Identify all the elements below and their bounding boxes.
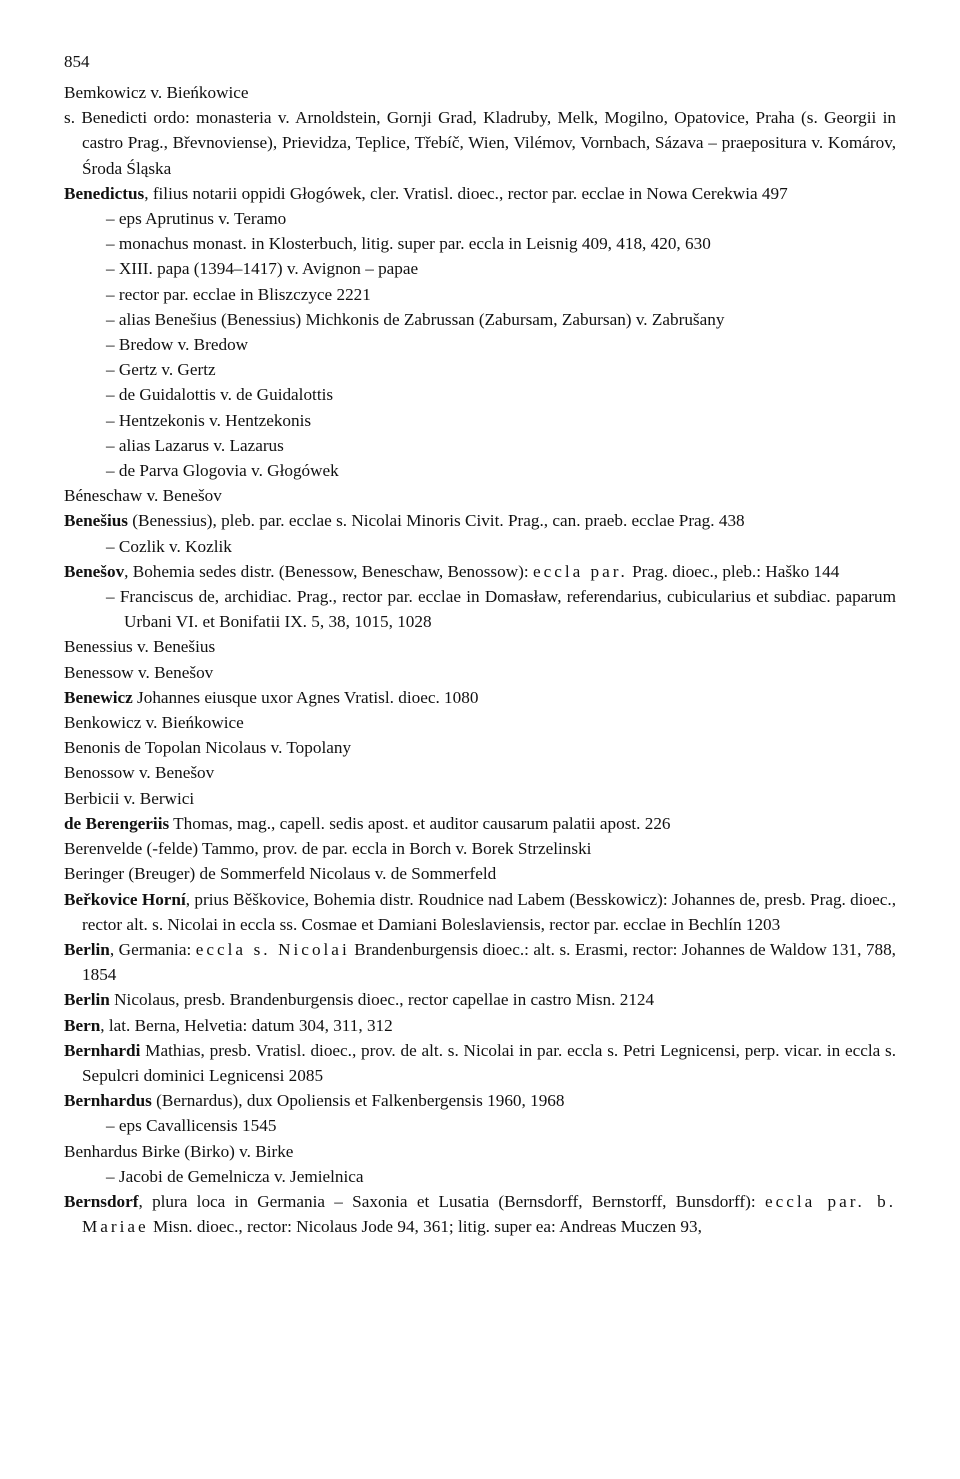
index-entry: [64, 760, 896, 785]
entry-text: Johannes eiusque uxor Agnes Vratisl. dioec. 1080: [132, 687, 479, 707]
page-number: 854: [64, 52, 90, 71]
entry-text: – monachus monast. in Klosterbuch, litig. super par. eccla in Leisnig 409, 418, 420, 630: [106, 234, 711, 254]
entry-text: – de Parva Glogovia v. Głogówek: [106, 461, 339, 481]
entry-text: – eps Aprutinus v. Teramo: [106, 209, 287, 229]
entry-text: – Gertz v. Gertz: [106, 360, 216, 380]
index-entry: [64, 1038, 896, 1088]
entry-spaced-text: eccla par.: [532, 561, 628, 581]
sub-entry: [64, 332, 896, 357]
entry-text: Prag. dioec., pleb.: Haško 144: [627, 561, 840, 581]
entry-lemma: Benešius: [64, 511, 128, 531]
entry-text: Benkowicz v. Bieńkowice: [64, 713, 244, 733]
index-entry: [64, 786, 896, 811]
index-entries: [64, 80, 896, 1239]
index-entry: [64, 735, 896, 760]
index-entry: [64, 559, 896, 584]
entry-text: Benessius v. Benešius: [64, 637, 216, 657]
entry-text: Misn. dioec., rector: Nicolaus Jode 94, 361; litig. super ea: Andreas Muczen 93,: [148, 1217, 702, 1237]
index-entry: [64, 1088, 896, 1113]
entry-text: , filius notarii oppidi Głogówek, cler. Vratisl. dioec., rector par. ecclae in Nowa Cerekwia 497: [144, 183, 788, 203]
entry-text: Bemkowicz v. Bieńkowice: [64, 83, 249, 102]
entry-text: Berenvelde (-felde) Tammo, prov. de par. eccla in Borch v. Borek Strzelinski: [64, 839, 592, 859]
entry-lemma: de Berengeriis: [64, 813, 170, 833]
entry-text: – alias Lazarus v. Lazarus: [106, 435, 284, 455]
entry-text: – Hentzekonis v. Hentzekonis: [106, 410, 312, 430]
entry-lemma: Benešov: [64, 561, 125, 581]
index-entry: [64, 937, 896, 987]
entry-text: , prius Běškovice, Bohemia distr. Roudnice nad Labem (Besskowicz): Johannes de, presb. Prag. dioec., rector alt. s. Nicolai in eccla ss. Cosmae et Damiani Boleslaviensis, rector par. ecclae in Bechlín 1203: [82, 889, 896, 934]
entry-text: Benessow v. Benešov: [64, 662, 214, 682]
index-entry: [64, 508, 896, 533]
entry-text: Thomas, mag., capell. sedis apost. et auditor causarum palatii apost. 226: [169, 813, 671, 833]
entry-text: – Bredow v. Bredow: [106, 335, 249, 355]
entry-spaced-text: eccla par. b. Mariae: [82, 1191, 896, 1237]
entry-text: – Jacobi de Gemelnicza v. Jemielnica: [106, 1166, 364, 1186]
entry-text: – Cozlik v. Kozlik: [106, 536, 232, 556]
entry-lemma: Bernhardus: [64, 1091, 152, 1111]
entry-text: Benhardus Birke (Birko) v. Birke: [64, 1141, 294, 1161]
entry-lemma: Bernsdorf: [64, 1191, 139, 1211]
entry-text: Béneschaw v. Benešov: [64, 486, 222, 506]
index-entry: [64, 483, 896, 508]
index-entry: [64, 811, 896, 836]
entry-lemma: Bern: [64, 1015, 101, 1035]
sub-entry: [64, 231, 896, 256]
entry-text: Nicolaus, presb. Brandenburgensis dioec., rector capellae in castro Misn. 2124: [109, 990, 655, 1010]
sub-entry: [64, 357, 896, 382]
index-entry: [64, 181, 896, 206]
entry-text: , plura loca in Germania – Saxonia et Lusatia (Bernsdorff, Bernstorff, Bunsdorff):: [138, 1191, 765, 1211]
sub-entry: [64, 307, 896, 332]
entry-text: – alias Benešius (Benessius) Michkonis de Zabrussan (Zabursam, Zabursan) v. Zabrušany: [106, 309, 725, 329]
index-entry: [64, 80, 896, 105]
index-entry: [64, 1139, 896, 1164]
entry-text: – rector par. ecclae in Bliszczyce 2221: [106, 284, 371, 304]
entry-lemma: Benedictus: [64, 183, 145, 203]
sub-entry: [64, 534, 896, 559]
sub-entry: [64, 1113, 896, 1138]
index-entry: [64, 1013, 896, 1038]
entry-text: Benonis de Topolan Nicolaus v. Topolany: [64, 738, 352, 758]
entry-text: Mathias, presb. Vratisl. dioec., prov. de alt. s. Nicolai in par. eccla s. Petri Legnicensi, perp. vicar. in eccla s. Sepulcri dominici Legnicensi 2085: [82, 1040, 896, 1085]
index-entry: [64, 887, 896, 937]
entry-text: Brandenburgensis dioec.: alt. s. Erasmi, rector: Johannes de Waldow 131, 788, 1854: [82, 939, 896, 985]
entry-text: Berbicii v. Berwici: [64, 788, 195, 808]
sub-entry: [64, 1164, 896, 1189]
entry-text: Beringer (Breuger) de Sommerfeld Nicolaus v. de Sommerfeld: [64, 864, 497, 884]
sub-entry: [64, 256, 896, 281]
entry-text: (Bernardus), dux Opoliensis et Falkenbergensis 1960, 1968: [151, 1091, 565, 1111]
sub-entry: [64, 458, 896, 483]
sub-entry: [64, 282, 896, 307]
entry-text: Benossow v. Benešov: [64, 763, 215, 783]
sub-entry: [64, 584, 896, 634]
index-entry: [64, 660, 896, 685]
entry-text: – eps Cavallicensis 1545: [106, 1116, 277, 1136]
entry-text: s. Benedicti ordo: monasteria v. Arnoldstein, Gornji Grad, Kladruby, Melk, Mogilno, Opatovice, Praha (s. Georgii in castro Prag., Břevnoviense), Prievidza, Teplice, Třebíč, Wien, Vilémov, Vornbach, Sázava – praepositura v. Komárov, Środa Śląska: [64, 108, 896, 178]
index-entry: [64, 861, 896, 886]
index-entry: [64, 987, 896, 1012]
sub-entry: [64, 433, 896, 458]
entry-lemma: Benewicz: [64, 687, 133, 707]
entry-lemma: Berlin: [64, 939, 110, 959]
entry-text: , Bohemia sedes distr. (Benessow, Beneschaw, Benossow):: [124, 561, 533, 581]
index-entry: [64, 685, 896, 710]
index-entry: [64, 836, 896, 861]
entry-text: , Germania:: [109, 939, 196, 959]
entry-text: (Benessius), pleb. par. ecclae s. Nicolai Minoris Civit. Prag., can. praeb. ecclae Prag. 438: [128, 511, 745, 531]
index-entry: [64, 710, 896, 735]
entry-lemma: Beřkovice Horní: [64, 889, 186, 909]
sub-entry: [64, 382, 896, 407]
sub-entry: [64, 206, 896, 231]
index-entry: [64, 1189, 896, 1239]
entry-text: – de Guidalottis v. de Guidalottis: [106, 385, 334, 405]
entry-lemma: Bernhardi: [64, 1040, 141, 1060]
entry-lemma: Berlin: [64, 990, 110, 1010]
sub-entry: [64, 408, 896, 433]
index-entry: [64, 634, 896, 659]
index-entry: [64, 105, 896, 181]
entry-text: , lat. Berna, Helvetia: datum 304, 311, 312: [100, 1015, 393, 1035]
entry-spaced-text: eccla s. Nicolai: [195, 939, 350, 959]
entry-text: – Franciscus de, archidiac. Prag., rector par. ecclae in Domasław, referendarius, cubicularius et subdiac. paparum Urbani VI. et Bonifatii IX. 5, 38, 1015, 1028: [106, 587, 896, 632]
entry-text: – XIII. papa (1394–1417) v. Avignon – papae: [106, 259, 419, 279]
